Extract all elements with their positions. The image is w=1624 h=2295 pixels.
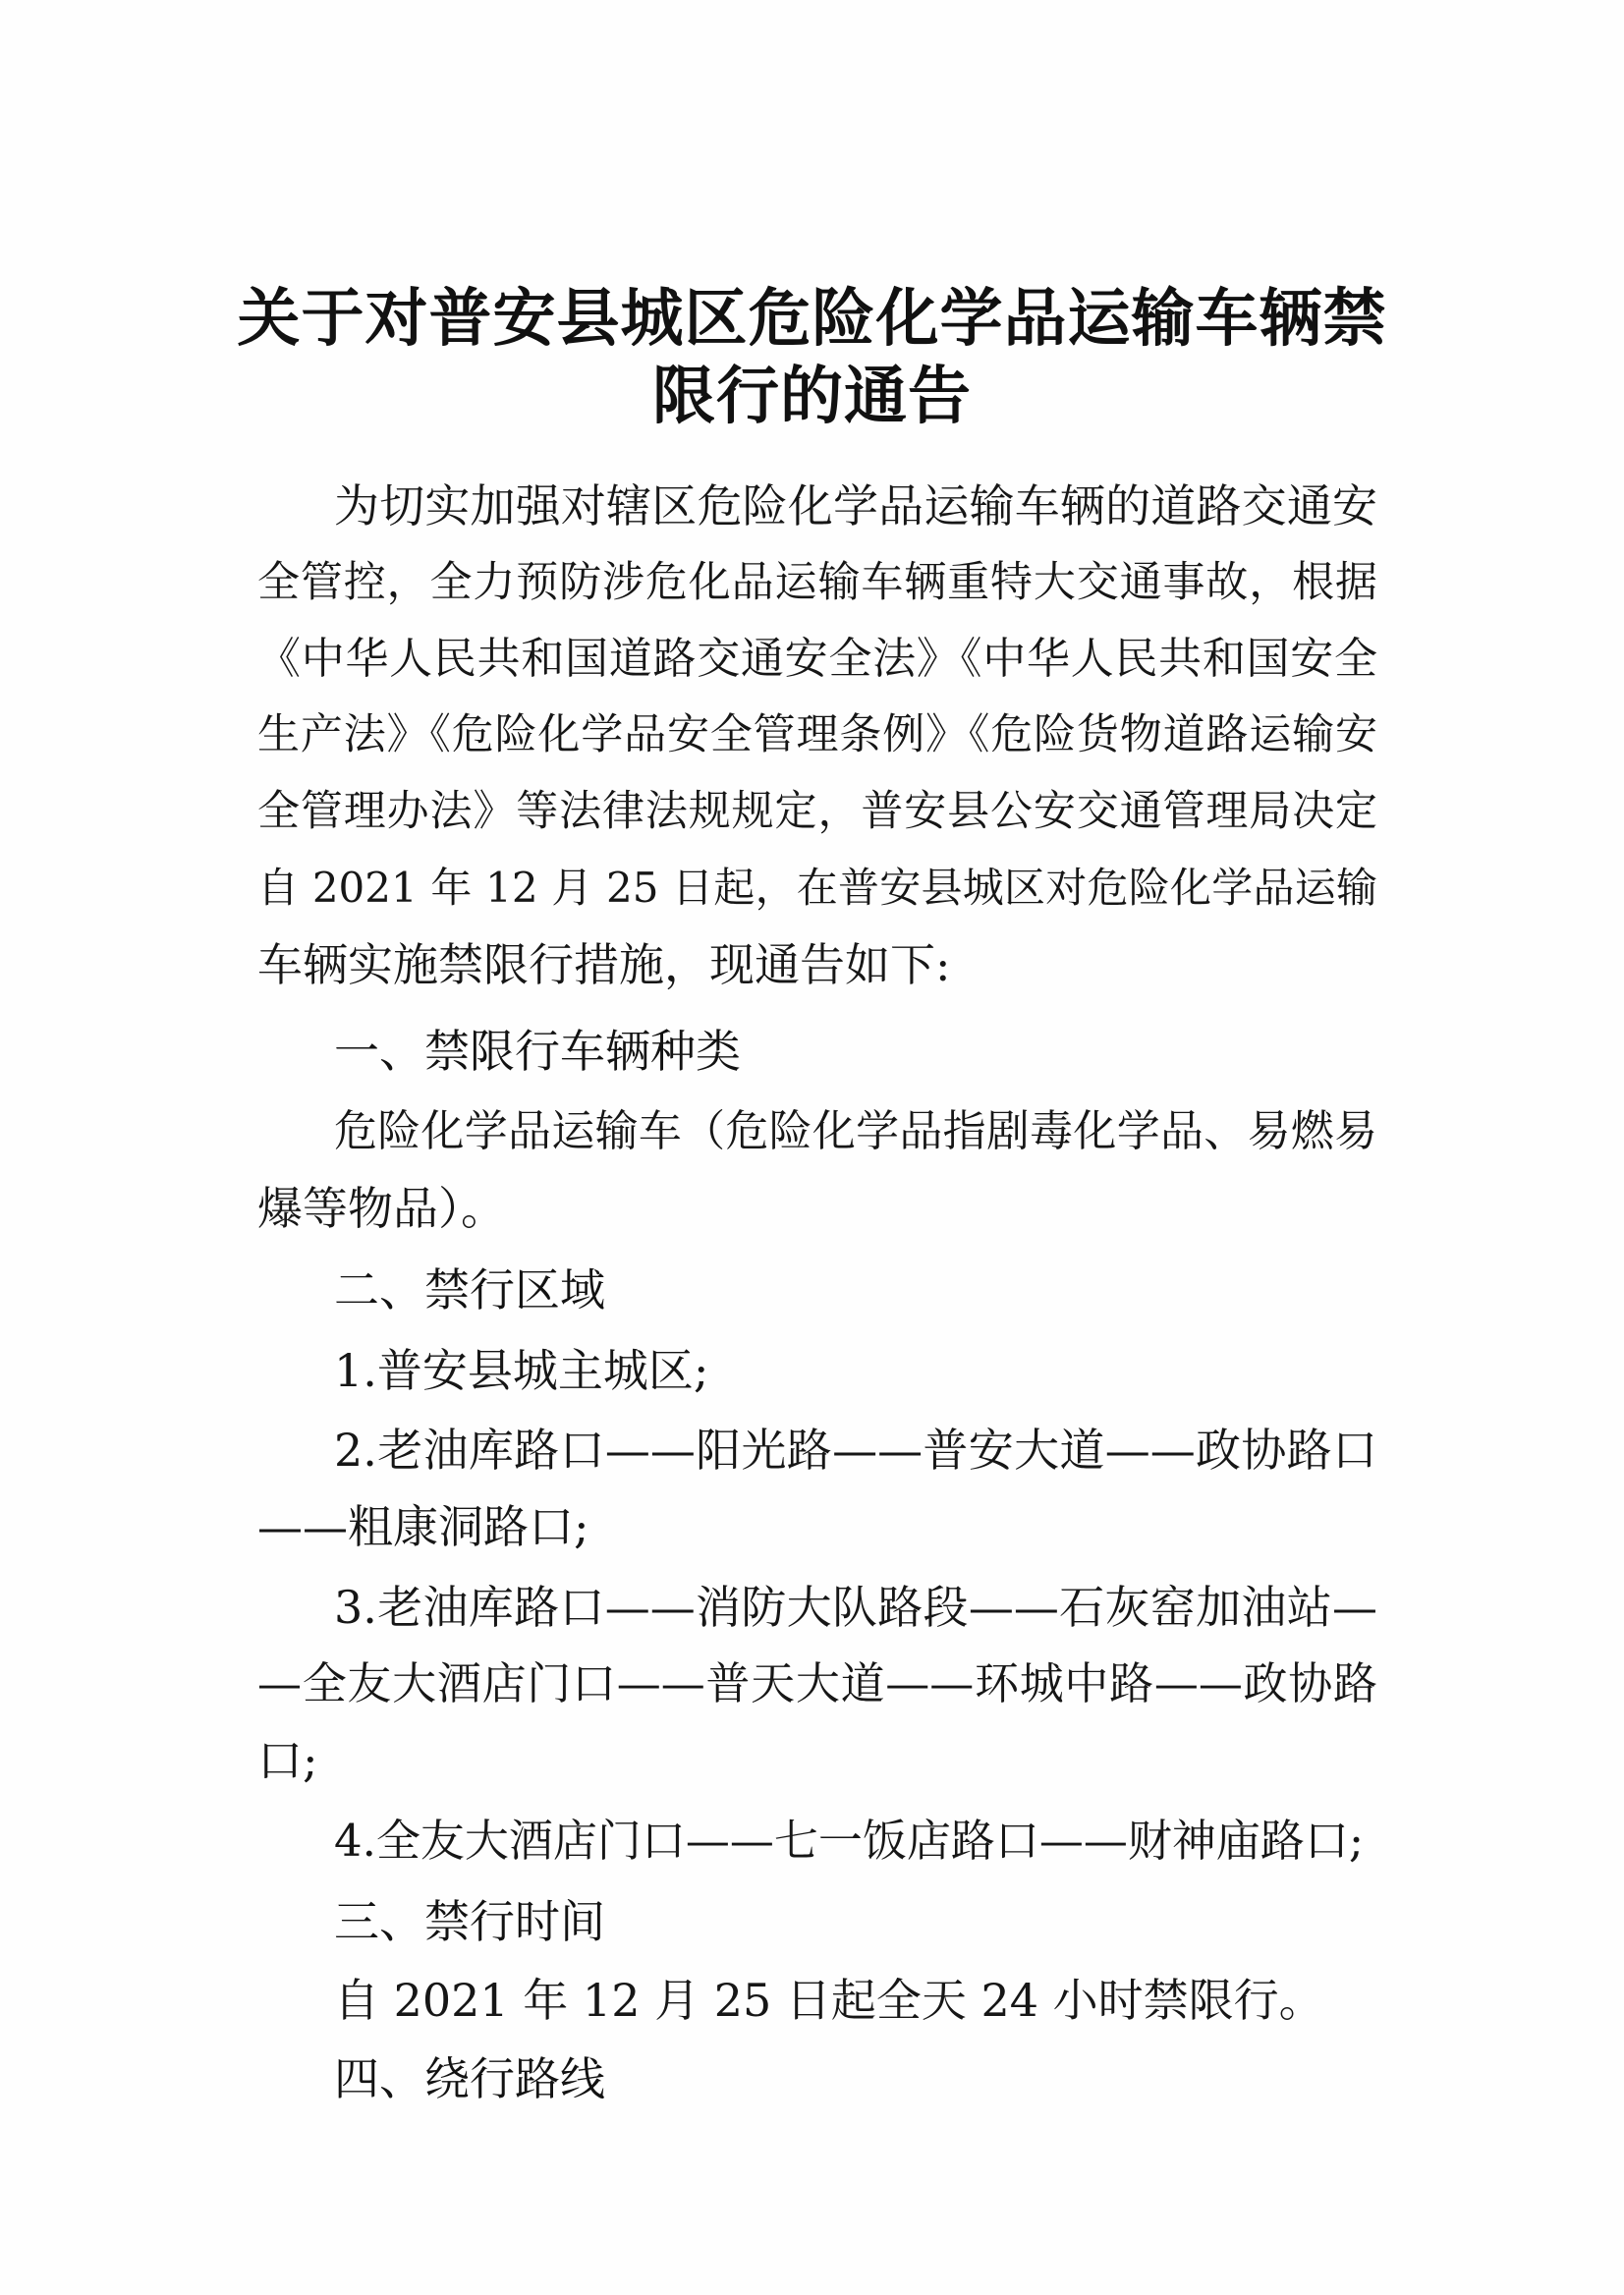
section-2-item-3-line-1: 3.老油库路口——消防大队路段——石灰窑加油站— [334, 1581, 1377, 1634]
intro-line-7: 车辆实施禁限行措施，现通告如下: [257, 938, 951, 991]
intro-line-4: 生产法》《危险化学品安全管理条例》《危险货物道路运输安 [257, 710, 1377, 759]
section-2-item-4: 4.全友大酒店门口——七一饭店路口——财神庙路口; [334, 1815, 1365, 1867]
section-3-heading: 三、禁行时间 [334, 1895, 605, 1948]
intro-line-6: 自 2021 年 12 月 25 日起，在普安县城区对危险化学品运输 [257, 864, 1377, 912]
section-2-item-3-line-3: 口; [257, 1734, 318, 1787]
section-1-heading: 一、禁限行车辆种类 [334, 1025, 741, 1078]
intro-line-2: 全管控，全力预防涉危化品运输车辆重特大交通事故，根据 [257, 558, 1377, 607]
section-3-line-1: 自 2021 年 12 月 25 日起全天 24 小时禁限行。 [334, 1974, 1324, 2027]
section-2-item-2-line-1: 2.老油库路口——阳光路——普安大道——政协路口 [334, 1424, 1377, 1477]
document-title-line-2: 限行的通告 [652, 360, 972, 433]
section-2-item-1: 1.普安县城主城区; [334, 1344, 709, 1397]
section-1-line-1: 危险化学品运输车（危险化学品指剧毒化学品、易燃易 [334, 1106, 1377, 1156]
section-1-line-2: 爆等物品）。 [257, 1182, 506, 1235]
section-4-heading: 四、绕行路线 [334, 2052, 605, 2105]
intro-line-1: 为切实加强对辖区危险化学品运输车辆的道路交通安 [334, 479, 1377, 532]
document-title-line-1: 关于对普安县城区危险化学品运输车辆禁 [237, 282, 1387, 356]
intro-line-5: 全管理办法》等法律法规规定，普安县公安交通管理局决定 [257, 787, 1377, 836]
section-2-item-2-line-2: ——粗康洞路口; [257, 1500, 589, 1553]
section-2-heading: 二、禁行区域 [334, 1263, 605, 1316]
intro-line-3: 《中华人民共和国道路交通安全法》《中华人民共和国安全 [257, 634, 1377, 684]
section-2-item-3-line-2: —全友大酒店门口——普天大道——环城中路——政协路 [257, 1657, 1377, 1709]
